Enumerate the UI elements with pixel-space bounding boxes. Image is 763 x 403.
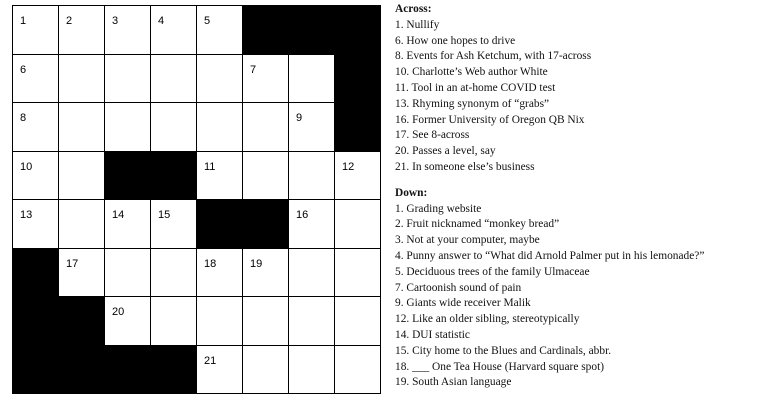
clue-item[interactable]: 17. See 8-across (395, 129, 470, 142)
grid-cell[interactable] (335, 200, 381, 249)
grid-cell[interactable] (59, 249, 105, 298)
down-heading: Down: (395, 186, 428, 199)
grid-cell[interactable] (197, 103, 243, 152)
grid-cell[interactable] (335, 152, 381, 201)
grid-cell[interactable] (13, 55, 59, 104)
clue-item[interactable]: 21. In someone else’s business (395, 160, 535, 173)
grid-cell[interactable] (243, 103, 289, 152)
clue-item[interactable]: 19. South Asian language (395, 376, 512, 389)
clue-number: 2 (66, 15, 73, 27)
clue-number: 17 (66, 257, 79, 270)
clue-number: 18 (204, 257, 217, 270)
grid-cell[interactable] (289, 103, 335, 152)
black-square (105, 346, 151, 395)
grid-cell[interactable] (335, 346, 381, 395)
clue-number: 4 (158, 15, 165, 27)
black-square (289, 6, 335, 55)
grid-cell[interactable] (289, 346, 335, 395)
black-square (13, 346, 59, 395)
clue-item[interactable]: 2. Fruit nicknamed “monkey bread” (395, 218, 560, 231)
clue-item[interactable]: 8. Events for Ash Ketchum, with 17-across (395, 50, 592, 63)
clue-item[interactable]: 20. Passes a level, say (395, 145, 496, 158)
grid-cell[interactable] (197, 55, 243, 104)
grid-cell[interactable] (59, 55, 105, 104)
grid-cell[interactable] (105, 200, 151, 249)
grid-cell[interactable] (151, 249, 197, 298)
grid-cell[interactable] (105, 249, 151, 298)
clue-item[interactable]: 10. Charlotte’s Web author White (395, 66, 548, 79)
clue-number: 15 (158, 209, 171, 221)
grid-cell[interactable] (105, 103, 151, 152)
across-heading: Across: (395, 3, 432, 15)
black-square (243, 6, 289, 55)
clue-number: 6 (20, 63, 27, 76)
clue-item[interactable]: 13. Rhyming synonym of “grabs” (395, 97, 550, 110)
black-square (335, 6, 381, 55)
clue-panel (395, 2, 761, 391)
clue-item[interactable]: 11. Tool in an at-home COVID test (395, 81, 556, 94)
black-square (243, 200, 289, 249)
clue-number: 12 (342, 160, 355, 173)
grid-cell[interactable] (151, 297, 197, 346)
grid-cell[interactable] (243, 346, 289, 395)
black-square (151, 346, 197, 395)
grid-cell[interactable] (105, 55, 151, 104)
across-clue-list (395, 18, 761, 176)
clue-number: 11 (204, 160, 216, 173)
black-square (335, 103, 381, 152)
clue-number: 1 (20, 15, 27, 27)
crossword-grid-wrapper (12, 5, 381, 393)
grid-cell[interactable] (13, 6, 59, 55)
clue-item[interactable]: 14. DUI statistic (395, 328, 470, 341)
clue-number: 19 (250, 257, 263, 270)
crossword-grid (12, 5, 381, 394)
clue-item[interactable]: 7. Cartoonish sound of pain (395, 281, 522, 294)
grid-cell[interactable] (289, 249, 335, 298)
grid-cell[interactable] (197, 6, 243, 55)
across-section (395, 2, 761, 176)
down-clue-list (395, 202, 761, 392)
clue-number: 8 (20, 112, 27, 124)
grid-cell[interactable] (197, 346, 243, 395)
grid-cell[interactable] (289, 55, 335, 104)
grid-cell[interactable] (151, 200, 197, 249)
grid-cell[interactable] (243, 152, 289, 201)
grid-cell[interactable] (59, 200, 105, 249)
clue-number: 14 (112, 209, 125, 221)
grid-cell[interactable] (105, 6, 151, 55)
grid-cell[interactable] (59, 103, 105, 152)
grid-cell[interactable] (105, 297, 151, 346)
clue-item[interactable]: 18. ___ One Tea House (Harvard square spot) (395, 360, 605, 373)
clue-item[interactable]: 9. Giants wide receiver Malik (395, 297, 531, 310)
grid-cell[interactable] (13, 200, 59, 249)
grid-cell[interactable] (197, 297, 243, 346)
grid-cell[interactable] (59, 6, 105, 55)
clue-number: 5 (204, 15, 211, 27)
grid-cell[interactable] (289, 200, 335, 249)
grid-cell[interactable] (197, 249, 243, 298)
black-square (105, 152, 151, 201)
grid-cell[interactable] (243, 297, 289, 346)
grid-cell[interactable] (59, 152, 105, 201)
clue-number: 10 (20, 160, 33, 173)
black-square (59, 346, 105, 395)
black-square (197, 200, 243, 249)
clue-number: 9 (296, 112, 303, 124)
clue-item[interactable]: 12. Like an older sibling, stereotypically (395, 313, 580, 326)
clue-number: 16 (296, 209, 309, 221)
clue-item[interactable]: 16. Former University of Oregon QB Nix (395, 113, 585, 126)
clue-item[interactable]: 1. Nullify (395, 18, 440, 31)
grid-cell[interactable] (151, 6, 197, 55)
clue-number: 3 (112, 15, 119, 27)
clue-item[interactable]: 1. Grading website (395, 202, 482, 215)
down-section (395, 186, 761, 391)
black-square (335, 55, 381, 104)
black-square (151, 152, 197, 201)
grid-cell[interactable] (197, 152, 243, 201)
clue-item[interactable]: 3. Not at your computer, maybe (395, 234, 540, 247)
clue-item[interactable]: 15. City home to the Blues and Cardinals, abbr. (395, 344, 612, 357)
grid-cell[interactable] (151, 55, 197, 104)
clue-number: 7 (250, 63, 257, 76)
grid-cell[interactable] (13, 152, 59, 201)
clue-number: 20 (112, 306, 125, 318)
grid-cell[interactable] (243, 55, 289, 104)
black-square (13, 249, 59, 298)
grid-cell[interactable] (335, 249, 381, 298)
clue-item[interactable]: 4. Punny answer to “What did Arnold Palmer put in his lemonade?” (395, 249, 705, 262)
grid-cell[interactable] (335, 297, 381, 346)
grid-cell[interactable] (151, 103, 197, 152)
grid-cell[interactable] (13, 103, 59, 152)
clue-number: 21 (204, 354, 217, 367)
grid-cell[interactable] (289, 152, 335, 201)
grid-cell[interactable] (243, 249, 289, 298)
black-square (13, 297, 59, 346)
clue-item[interactable]: 5. Deciduous trees of the family Ulmaceae (395, 265, 590, 278)
grid-cell[interactable] (289, 297, 335, 346)
clue-number: 13 (20, 209, 33, 221)
black-square (59, 297, 105, 346)
clue-item[interactable]: 6. How one hopes to drive (395, 34, 516, 47)
